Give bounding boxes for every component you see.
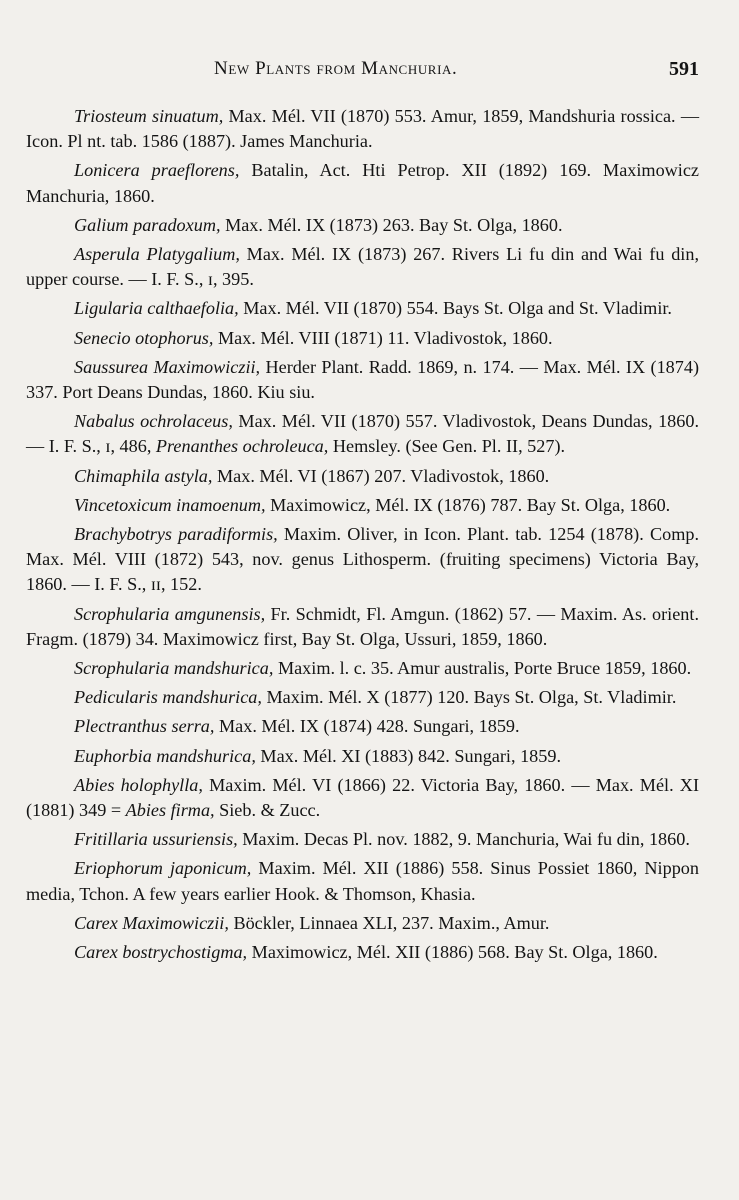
species-citation: Maxim. Mél. X (1877) 120. Bays St. Olga, St. Vladimir. <box>261 687 677 708</box>
species-citation: Maxim. Mél. XII (1886) 558. Sinus Possiet 1860, Nippon media, Tchon. A few years earlier Hook. & Thomson, Khasia. <box>26 858 699 904</box>
species-citation: Batalin, Act. Hti Petrop. XII (1892) 169. Maximowicz Manchuria, 1860. <box>26 160 700 206</box>
species-entry <box>26 355 699 405</box>
species-name: Scrophularia mandshurica, <box>74 658 274 679</box>
species-name: Fritillaria ussuriensis, <box>74 829 238 850</box>
species-name: Vincetoxicum inamoenum, <box>74 494 266 515</box>
species-entry <box>26 685 699 710</box>
species-entry <box>26 409 699 459</box>
species-citation: Herder Plant. Radd. 1869, n. 174. — Max. Mél. IX (1874) 337. Port Deans Dundas, 1860. Kiu siu. <box>26 356 699 403</box>
species-entry <box>26 827 699 852</box>
species-name: Galium paradoxum, <box>74 214 221 235</box>
species-name: Ligularia calthaefolia, <box>74 298 239 319</box>
species-entry <box>26 104 699 154</box>
species-name: Senecio otophorus, <box>74 327 214 348</box>
species-entry <box>26 714 699 739</box>
species-name: Abies holophylla, <box>74 774 203 795</box>
species-name: Saussurea Maximowiczii, <box>74 356 261 377</box>
species-name: Plectranthus serra, <box>74 716 215 737</box>
species-citation: Max. Mél. VII (1870) 557. Vladivostok, Deans Dundas, 1860. — I. F. S., ɪ, 486, <box>26 411 699 457</box>
species-list <box>26 104 699 965</box>
species-entry <box>26 856 699 906</box>
species-citation: Maximowicz, Mél. XII (1886) 568. Bay St. Olga, 1860. <box>247 942 658 963</box>
species-name: Eriophorum japonicum, <box>74 858 252 879</box>
species-citation: Maxim. Mél. VI (1866) 22. Victoria Bay, 1860. — Max. Mél. XI (1881) 349 = <box>26 774 700 821</box>
species-name: Chimaphila astyla, <box>74 465 213 486</box>
species-citation: Max. Mél. VII (1870) 553. Amur, 1859, Mandshuria rossica. — Icon. Pl nt. tab. 1586 (1887). James Manchuria. <box>26 106 700 152</box>
page-number: 591 <box>669 58 699 80</box>
species-citation: Fr. Schmidt, Fl. Amgun. (1862) 57. — Maxim. As. orient. Fragm. (1879) 34. Maximowicz first, Bay St. Olga, Ussuri, 1859, 1860. <box>26 603 699 649</box>
species-citation: Max. Mél. XI (1883) 842. Sungari, 1859. <box>255 745 561 766</box>
synonym-citation: Hemsley. (See Gen. Pl. II, 527). <box>328 436 566 457</box>
running-head: New Plants from Manchuria. <box>214 58 458 79</box>
species-name: Carex bostrychostigma, <box>74 942 248 963</box>
species-entry <box>26 493 699 518</box>
species-entry <box>26 158 699 208</box>
species-citation: Max. Mél. VIII (1871) 11. Vladivostok, 1860. <box>213 327 553 348</box>
synonym-citation: Sieb. & Zucc. <box>214 800 321 821</box>
species-citation: Maxim. Decas Pl. nov. 1882, 9. Manchuria, Wai fu din, 1860. <box>237 829 690 850</box>
species-entry <box>26 656 699 681</box>
species-name: Scrophularia amgunensis, <box>74 603 266 624</box>
species-citation: Max. Mél. IX (1874) 428. Sungari, 1859. <box>214 716 520 737</box>
species-citation: Max. Mél. VII (1870) 554. Bays St. Olga and St. Vladimir. <box>238 298 672 319</box>
species-entry <box>26 522 699 598</box>
species-citation: Maxim. l. c. 35. Amur australis, Porte Bruce 1859, 1860. <box>273 658 692 679</box>
species-citation: Max. Mél. VI (1867) 207. Vladivostok, 1860. <box>212 465 550 486</box>
species-name: Brachybotrys paradiformis, <box>74 524 278 545</box>
species-entry <box>26 911 699 936</box>
species-citation: Böckler, Linnaea XLI, 237. Maxim., Amur. <box>228 912 550 933</box>
species-entry <box>26 296 699 321</box>
species-name: Lonicera praeflorens, <box>74 160 240 181</box>
species-citation: Maximowicz, Mél. IX (1876) 787. Bay St. Olga, 1860. <box>265 494 671 515</box>
species-entry <box>26 242 699 292</box>
species-entry <box>26 940 699 965</box>
species-name: Carex Maximowiczii, <box>74 912 229 933</box>
synonym-name: Prenanthes ochroleuca, <box>155 436 329 457</box>
species-entry <box>26 326 699 351</box>
synonym-name: Abies firma, <box>125 800 215 821</box>
page-header <box>26 54 699 90</box>
species-entry <box>26 773 699 823</box>
species-name: Pedicularis mandshurica, <box>74 687 262 708</box>
species-name: Asperula Platygalium, <box>74 244 240 265</box>
species-entry <box>26 744 699 769</box>
species-citation: Maxim. Oliver, in Icon. Plant. tab. 1254 (1878). Comp. Max. Mél. VIII (1872) 543, nov. genus Lithosperm. (fruiting specimens) Victoria Bay, 1860. — I. F. S., ɪɪ, 152. <box>26 524 699 595</box>
species-name: Nabalus ochrolaceus, <box>74 411 233 432</box>
species-name: Euphorbia mandshurica, <box>74 745 256 766</box>
species-entry <box>26 213 699 238</box>
species-entry <box>26 464 699 489</box>
species-citation: Max. Mél. IX (1873) 263. Bay St. Olga, 1860. <box>220 214 563 235</box>
species-citation: Max. Mél. IX (1873) 267. Rivers Li fu din and Wai fu din, upper course. — I. F. S., ɪ, 395. <box>26 244 699 290</box>
species-entry <box>26 602 699 652</box>
species-name: Triosteum sinuatum, <box>74 106 224 126</box>
